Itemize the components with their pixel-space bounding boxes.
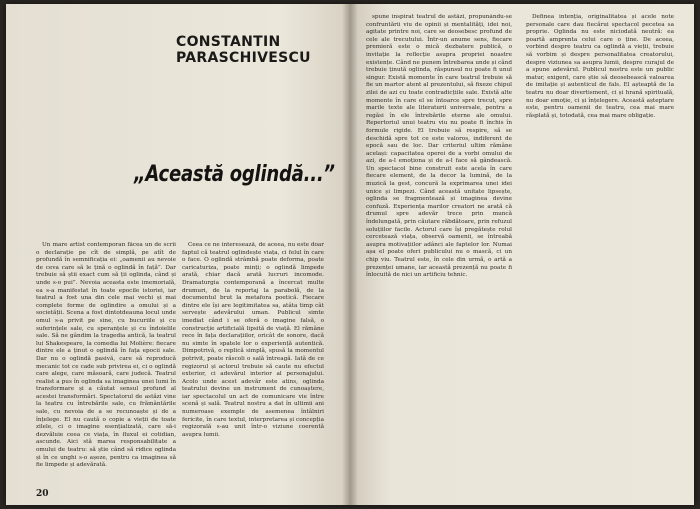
author-first-name: CONSTANTIN: [176, 34, 281, 50]
author-name: [176, 34, 346, 66]
text-column-4: [526, 14, 674, 229]
page-number: 20: [36, 489, 49, 499]
body-paragraph: Definea intenția, originalitatea și acele note personale care dau fiecărui spectacol pecetea sa proprie. Oglinda nu este niciodată neutră: ea poartă amprenta celui care o ține. De aceea, vorbind despre teatru ca oglindă a vieții, trebuie să vorbim și despre personalitatea creatorului, despre viziunea sa asupra lumii, despre curajul de a spune adevărul. Publicul nostru este un public matur, exigent, care știe să deosebească valoarea de imitație și autenticul de fals. El așteaptă de la teatru nu doar divertisment, ci și hrană spirituală, nu doar emoție, ci și înțelegere. Această așteptare este, pentru oamenii de teatru, cea mai mare răsplată și, totodată, cea mai mare obligație.: [526, 14, 674, 119]
left-page: [6, 4, 350, 505]
text-column-1: [36, 242, 176, 480]
book-spread: [6, 4, 694, 505]
text-column-3: [366, 14, 512, 500]
body-paragraph: spune inspirat teatrul de astăzi, propunându-se confruntării viu de opinii și mentalități, idei noi, agitate printre noi, care se deosebesc profund de cele ale trecutului. Într-un anume sens, fiecare premieră este o mică dezbatere publică, o invitație la reflecție asupra propriei noastre existențe. Când ne punem întrebarea unde și când trebuie ținută oglinda, răspunsul nu poate fi unul singur. Există momente în care teatrul trebuie să fie un martor atent al prezentului, să fixeze chipul zilei de azi cu toate contradicțiile sale. Există alte momente în care el se întoarce spre trecut, spre marile texte ale literaturii universale, pentru a regăsi în ele întrebările eterne ale omului. Repertoriul unui teatru viu nu poate fi închis în formule rigide. El trebuie să respire, să se deschidă spre tot ce este valoros, indiferent de epocă sau de loc. Dar criteriul ultim rămâne același: capacitatea operei de a vorbi omului de azi, de a-l emoționa și de a-l face să gândească. Un spectacol bine construit este acela în care fiecare element, de la decor la lumină, de la muzică la gest, concură la exprimarea unei idei unice și limpezi. Când această unitate lipsește, oglinda se fragmentează și imaginea devine confuză. Experiența marilor creatori ne arată că drumul spre adevăr trece prin muncă îndelungată, prin căutare răbdătoare, prin refuzul soluțiilor facile. Actorul care își pregătește rolul cercetează viața, observă oamenii, se întreabă asupra motivațiilor adânci ale faptelor lor. Numai așa el poate oferi publicului nu o mască, ci un chip viu. Teatrul este, în cele din urmă, o artă a prezenței umane, iar această prezență nu poate fi înlocuită de nici un artificiu tehnic.: [366, 14, 512, 279]
article-title: „Această oglindă...”: [134, 162, 335, 187]
body-paragraph: Un mare artist contemporan făcea un de scrii o declarație pe cît de simplă, pe atît de profundă în semnificația ei: „oamenii au nevoie de ceva care să le țină o oglindă în față”. Dar trebuie să știi exact cum să ții oglinda, când și unde s-o pui”. Nevoia aceasta este imemorială, ea s-a manifestat în toate epocile istoriei, iar teatrul a fost una din cele mai vechi și mai complete forme de oglindire a omului și a societății. Scena a fost dintotdeauna locul unde omul s-a privit pe sine, cu bucuriile și cu suferințele sale, cu speranțele și cu îndoielile sale. Să ne gândim la tragedia antică, la teatrul lui Shakespeare, la comedia lui Molière: fiecare dintre ele a ținut o oglindă în fața epocii sale. Dar nu o oglindă pasivă, care să reproducă mecanic tot ce cade sub privirea ei, ci o oglindă care alege, care măsoară, care judecă. Teatrul realist a pus în oglinda sa imaginea unei lumi în transformare și a căutat sensul profund al acestei transformări. Spectatorul de astăzi vine la teatru cu întrebările sale, cu frământările sale, cu nevoia de a se recunoaște și de a înțelege. El nu caută o copie a vieții de toate zilele, ci o imagine esențializată, care să-i dezvăluie ceea ce viața, în fluxul ei cotidian, ascunde. Aici stă marea responsabilitate a omului de teatru: să știe când să ridice oglinda și în ce unghi s-o așeze, pentru ca imaginea să fie limpede și adevărată.: [36, 242, 176, 469]
author-last-name: PARASCHIVESCU: [176, 50, 311, 66]
body-paragraph: Ceea ce ne interesează, de aceea, nu este doar faptul că teatrul oglindește viața, ci felul în care o face. O oglindă strâmbă poate deforma, poate caricaturiza, poate minți; o oglindă limpede arată, chiar dacă arată lucruri incomode. Dramaturgia contemporană a încercat multe drumuri, de la reportaj la parabolă, de la documentul brut la metafora poetică. Fiecare dintre ele își are legitimitatea sa, atâta timp cât servește adevărului uman. Publicul simte imediat când i se oferă o imagine falsă, o construcție artificială lipsită de viață. El rămâne rece în fața declarațiilor, oricât de sonore, dacă nu simte în spatele lor o experiență autentică. Dimpotrivă, o replică simplă, spusă la momentul potrivit, poate răscoli o sală întreagă. Iată de ce regizorul și actorul trebuie să caute nu efectul exterior, ci adevărul interior al personajului. Acolo unde acest adevăr este atins, oglinda teatrului devine un instrument de cunoaștere, iar spectacolul un act de comunicare vie între scenă și sală. Teatrul nostru a dat în ultimii ani numeroase exemple de asemenea întâlniri fericite, în care textul, interpretarea și concepția regizorală s-au unit într-o viziune coerentă asupra lumii.: [182, 242, 324, 438]
text-column-2: [182, 242, 324, 488]
